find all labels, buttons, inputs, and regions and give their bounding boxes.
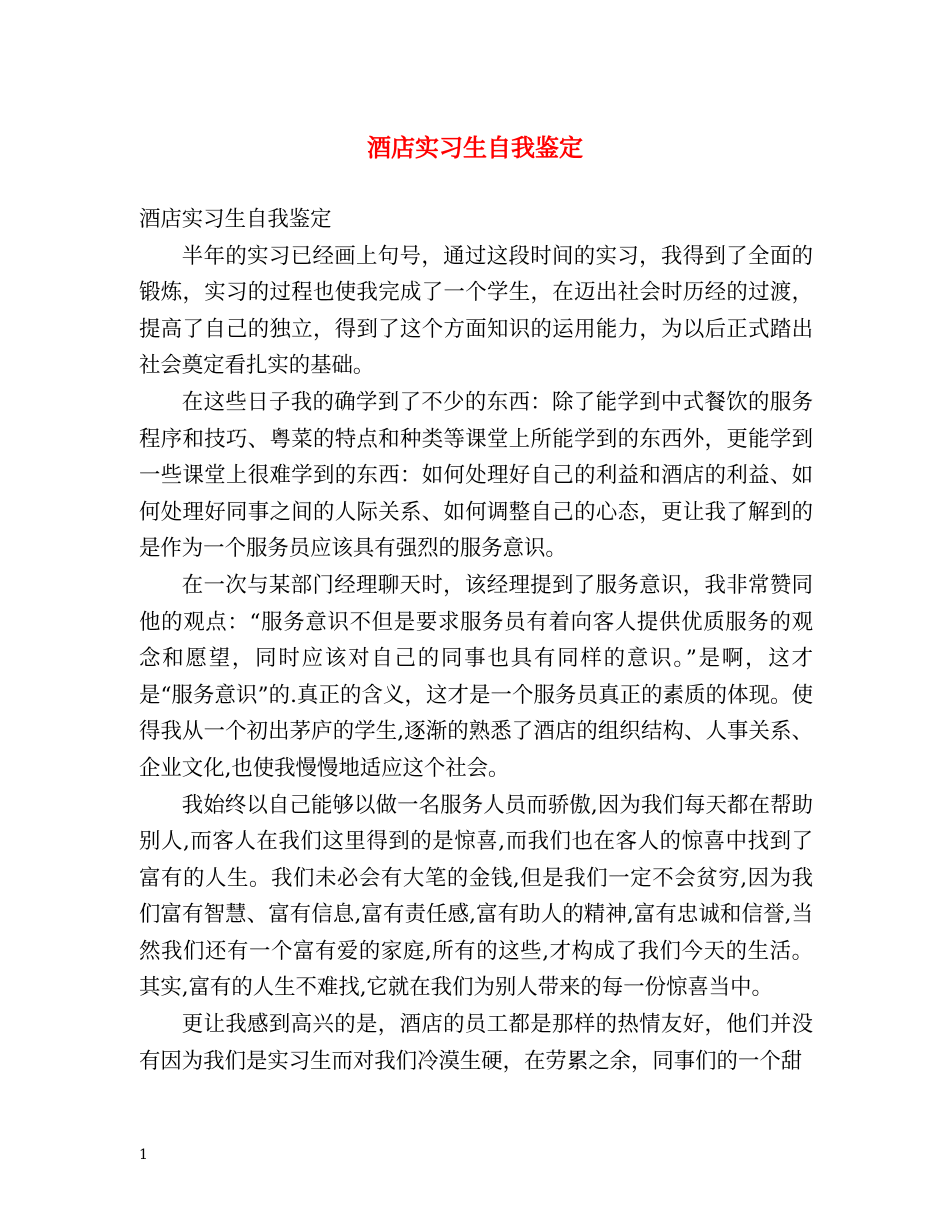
paragraph-2: 在这些日子我的确学到了不少的东西：除了能学到中式餐饮的服务程序和技巧、粤菜的特点和种类等课堂上所能学到的东西外，更能学到一些课堂上很难学到的东西：如何处理好自己的利益和酒店的利益、如何处理好同事之间的人际关系、如何调整自己的心态，更让我了解到的是作为一个服务员应该具有强烈的服务意识。 bbox=[139, 389, 813, 562]
paragraph-5: 更让我感到高兴的是，酒店的员工都是那样的热情友好，他们并没有因为我们是实习生而对我们冷漠生硬，在劳累之余，同事们的一个甜 bbox=[139, 1012, 813, 1074]
paragraph-3: 在一次与某部门经理聊天时，该经理提到了服务意识，我非常赞同他的观点：“服务意识不但是要求服务员有着向客人提供优质服务的观念和愿望，同时应该对自己的同事也具有同样的意识。”是啊，这才是“服务意识”的.真正的含义，这才是一个服务员真正的素质的体现。使得我从一个初出茅庐的学生,逐渐的熟悉了酒店的组织结构、人事关系、企业文化,也使我慢慢地适应这个社会。 bbox=[139, 572, 813, 781]
document-title: 酒店实习生自我鉴定 bbox=[367, 133, 583, 162]
paragraph-1: 半年的实习已经画上句号，通过这段时间的实习，我得到了全面的锻炼，实习的过程也使我完成了一个学生，在迈出社会时历经的过渡，提高了自己的独立，得到了这个方面知识的运用能力，为以后正式踏出社会奠定看扎实的基础。 bbox=[139, 243, 813, 379]
page-number: 1 bbox=[139, 1147, 148, 1163]
paragraph-4: 我始终以自己能够以做一名服务人员而骄傲,因为我们每天都在帮助别人,而客人在我们这里得到的是惊喜,而我们也在客人的惊喜中找到了富有的人生。我们未必会有大笔的金钱,但是我们一定不会贫穷,因为我们富有智慧、富有信息,富有责任感,富有助人的精神,富有忠诚和信誉,当然我们还有一个富有爱的家庭,所有的这些,才构成了我们今天的生活。其实,富有的人生不难找,它就在我们为别人带来的每一份惊喜当中。 bbox=[139, 792, 813, 1001]
document-body bbox=[139, 202, 813, 1080]
document-subtitle: 酒店实习生自我鉴定 bbox=[139, 207, 332, 232]
